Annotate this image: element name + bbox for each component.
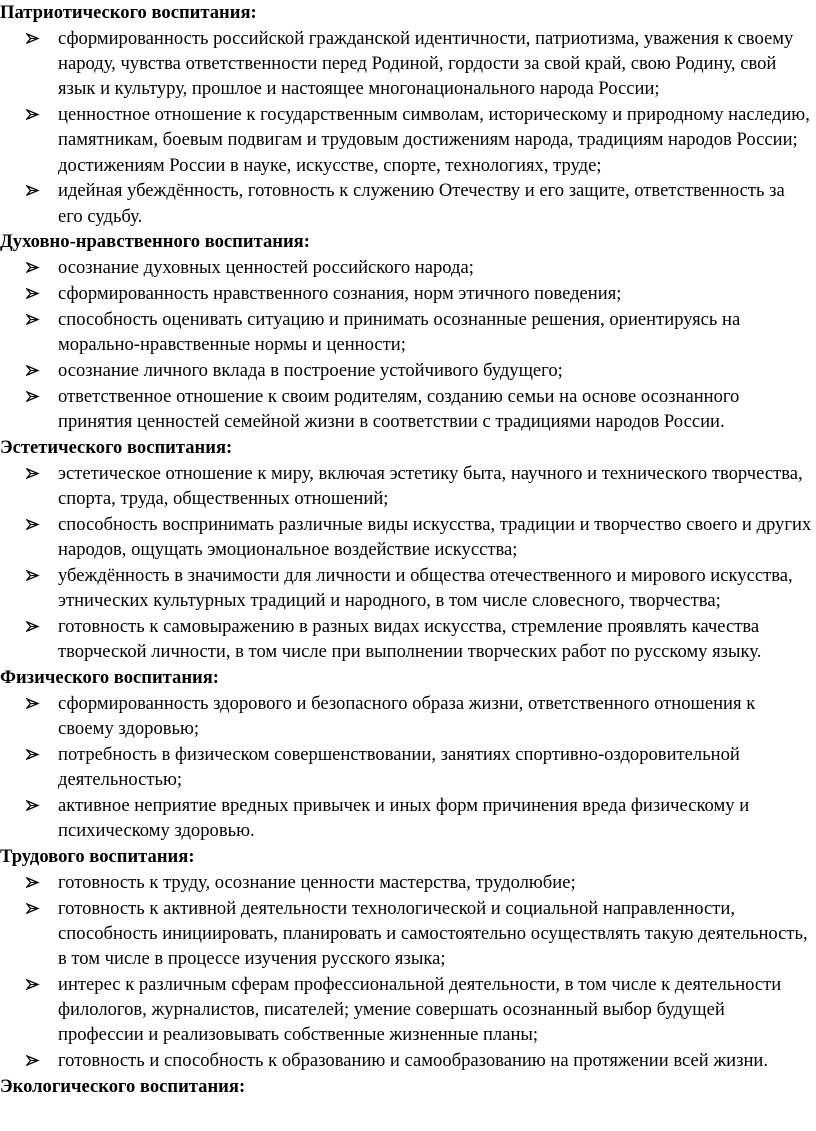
list-item xyxy=(0,26,816,102)
list-item-text: готовность к активной деятельности технологической и социальной направленности, способность инициировать, планировать и самостоятельно осуществлять такую деятельность, в том числе в процессе изучения русского языка; xyxy=(58,897,808,969)
list-item-text: сформированность нравственного сознания, норм этичного поведения; xyxy=(58,283,622,305)
list-item xyxy=(0,691,816,741)
list-item-text: ответственное отношение к своим родителям, созданию семьи на основе осознанного принятия ценностей семейной жизни в соответствии с традициями народов России. xyxy=(58,385,740,432)
list-item-text: сформированность здорового и безопасного образа жизни, ответственного отношения к своему здоровью; xyxy=(58,692,756,739)
arrowhead-bullet-icon xyxy=(26,972,46,997)
section-heading: Экологического воспитания: xyxy=(0,1075,246,1097)
list-item-text: убеждённость в значимости для личности и общества отечественного и мирового искусства, этнических культурных традиций и народного, в том числе словесного, творчества; xyxy=(58,564,793,611)
arrowhead-bullet-icon xyxy=(26,614,46,639)
arrowhead-bullet-icon xyxy=(26,102,46,127)
list-item xyxy=(0,614,816,664)
list-item xyxy=(0,178,816,228)
arrowhead-bullet-icon xyxy=(26,358,46,383)
list-item-text: готовность и способность к образованию и самообразованию на протяжении всей жизни. xyxy=(58,1050,769,1071)
bullet-list xyxy=(0,26,816,229)
section-heading: Физического воспитания: xyxy=(0,666,220,688)
section-heading: Трудового воспитания: xyxy=(0,845,195,867)
arrowhead-bullet-icon xyxy=(26,461,46,486)
list-item xyxy=(0,512,816,562)
list-item-text: способность воспринимать различные виды искусства, традиции и творчество своего и других народов, ощущать эмоциональное воздействие искусства; xyxy=(58,513,812,560)
bullet-list xyxy=(0,691,816,843)
list-item xyxy=(0,384,816,434)
list-item xyxy=(0,896,816,972)
arrowhead-bullet-icon xyxy=(26,742,46,767)
list-item xyxy=(0,563,816,613)
section xyxy=(0,229,816,434)
arrowhead-bullet-icon xyxy=(26,178,46,203)
list-item xyxy=(0,870,816,895)
arrowhead-bullet-icon xyxy=(26,26,46,51)
list-item xyxy=(0,461,816,511)
section xyxy=(0,844,816,1073)
section xyxy=(0,0,816,229)
arrowhead-bullet-icon xyxy=(26,691,46,716)
arrowhead-bullet-icon xyxy=(26,255,46,280)
arrowhead-bullet-icon xyxy=(26,1048,46,1073)
list-item-text: активное неприятие вредных привычек и иных форм причинения вреда физическому и психическому здоровью. xyxy=(58,794,750,841)
list-item xyxy=(0,793,816,843)
section-heading: Духовно-нравственного воспитания: xyxy=(0,231,310,253)
list-item xyxy=(0,972,816,1048)
arrowhead-bullet-icon xyxy=(26,281,46,306)
list-item-text: готовность к самовыражению в разных видах искусства, стремление проявлять качества творческой личности, в том числе при выполнении творческих работ по русскому языку. xyxy=(58,615,762,662)
list-item xyxy=(0,102,816,178)
arrowhead-bullet-icon xyxy=(26,512,46,537)
list-item xyxy=(0,281,816,306)
arrowhead-bullet-icon xyxy=(26,870,46,895)
list-item-text: интерес к различным сферам профессиональной деятельности, в том числе к деятельности филологов, журналистов, писателей; умение совершать осознанный выбор будущей профессии и реализовывать собственные жизненные планы; xyxy=(58,973,782,1046)
arrowhead-bullet-icon xyxy=(26,563,46,588)
list-item-text: осознание личного вклада в построение устойчивого будущего; xyxy=(58,360,563,381)
arrowhead-bullet-icon xyxy=(26,896,46,921)
section xyxy=(0,665,816,843)
list-item-text: осознание духовных ценностей российского народа; xyxy=(58,257,474,279)
list-item-text: потребность в физическом совершенствовании, занятиях спортивно-оздоровительной деятельностью; xyxy=(58,743,740,790)
bullet-list xyxy=(0,255,816,434)
list-item xyxy=(0,742,816,792)
list-item xyxy=(0,307,816,357)
list-item xyxy=(0,1048,816,1073)
section-heading: Патриотического воспитания: xyxy=(0,2,257,23)
section xyxy=(0,435,816,664)
section-heading: Эстетического воспитания: xyxy=(0,436,233,458)
bullet-list xyxy=(0,461,816,664)
arrowhead-bullet-icon xyxy=(26,307,46,332)
list-item-text: эстетическое отношение к миру, включая эстетику быта, научного и технического творчества, спорта, труда, общественных отношений; xyxy=(58,462,803,509)
list-item-text: способность оценивать ситуацию и принимать осознанные решения, ориентируясь на морально-нравственные нормы и ценности; xyxy=(58,309,741,356)
list-item xyxy=(0,358,816,383)
bullet-list xyxy=(0,870,816,1073)
list-item-text: сформированность российской гражданской идентичности, патриотизма, уважения к своему народу, чувства ответственности перед Родиной, гордости за свой край, свою Родину, свой язык и культуру, прошлое и настоящее многонационального народа России; xyxy=(58,28,794,100)
arrowhead-bullet-icon xyxy=(26,793,46,818)
list-item-text: ценностное отношение к государственным символам, историческому и природному наследию, памятникам, боевым подвигам и трудовым достижениям народа, традициям народов России; достижениям России в науке, искусстве, спорте, технологиях, труде; xyxy=(58,104,810,176)
section xyxy=(0,1074,816,1100)
list-item-text: идейная убеждённость, готовность к служению Отечеству и его защите, ответственность за его судьбу. xyxy=(58,180,785,227)
list-item-text: готовность к труду, осознание ценности мастерства, трудолюбие; xyxy=(58,871,576,893)
arrowhead-bullet-icon xyxy=(26,384,46,409)
list-item xyxy=(0,255,816,280)
